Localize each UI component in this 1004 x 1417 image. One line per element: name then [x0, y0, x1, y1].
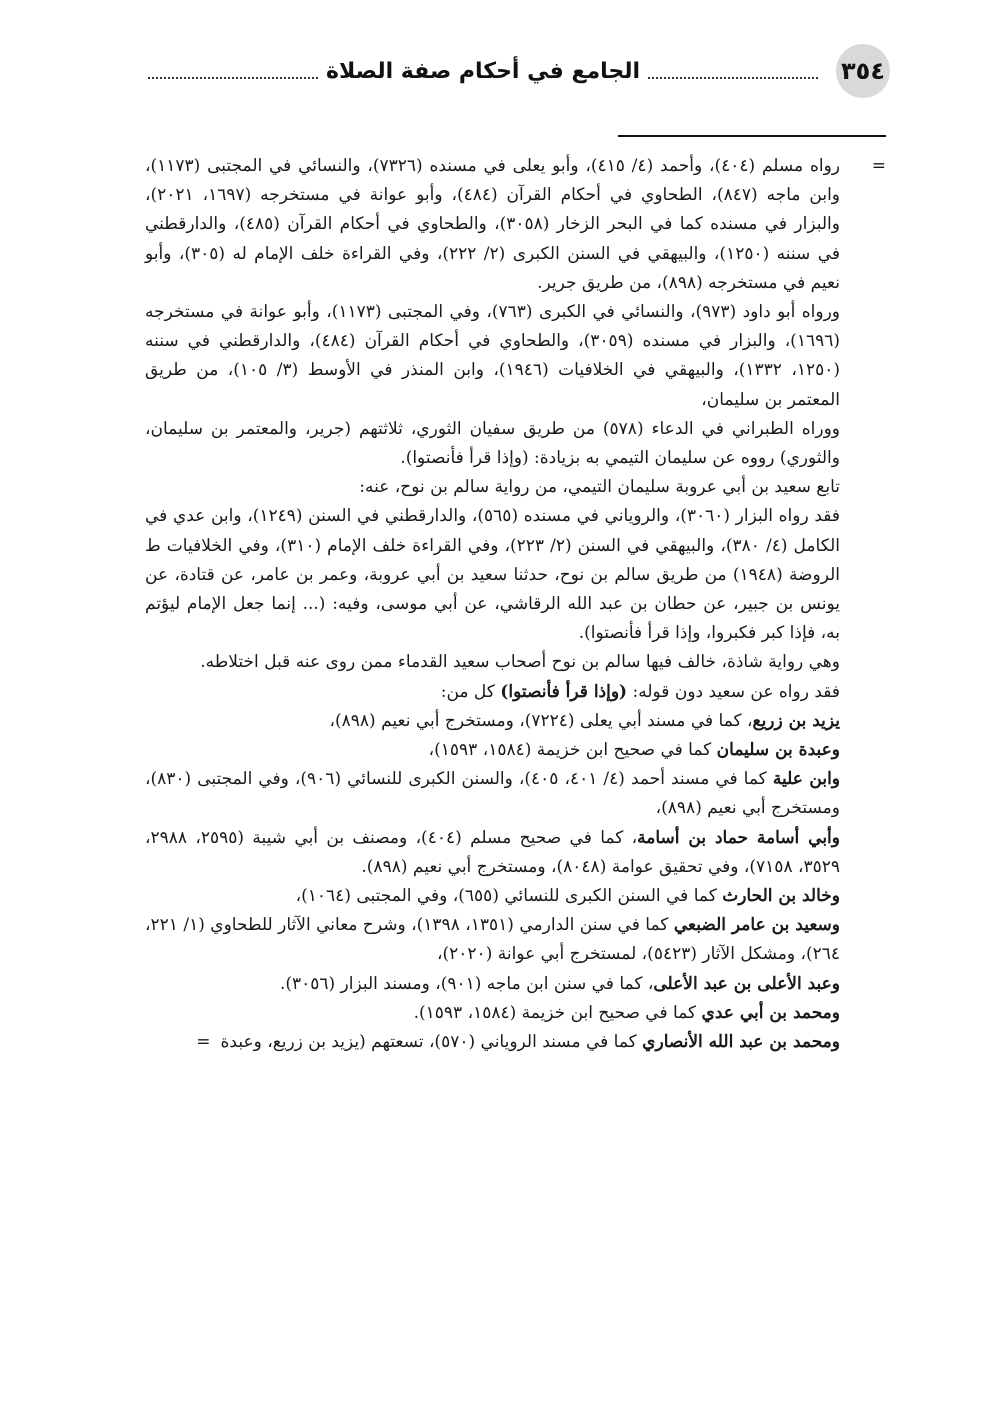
- narrator-line: [145, 911, 840, 969]
- narrator-sources: ، كما في سنن ابن ماجه (٩٠١)، ومسند البزار (٣٠٥٦).: [279, 973, 654, 994]
- narrator-name: وعبد الأعلى بن عبد الأعلى: [653, 973, 840, 994]
- narrator-line: [145, 1028, 840, 1057]
- narrator-name: وخالد بن الحارث: [722, 886, 840, 907]
- narrator-sources: ، كما في صحيح مسلم (٤٠٤)، ومصنف بن أبي شيبة (٢٥٩٥، ٢٩٨٨، ٣٥٢٩، ٧١٥٨)، وفي تحقيق عوامة (٨٠٤٨)، ومستخرج أبي نعيم (٨٩٨).: [145, 827, 840, 877]
- intro-before: فقد رواه عن سعيد دون قوله:: [627, 681, 840, 702]
- intro-bold: (وإذا قرأ فأنصتوا): [500, 681, 628, 702]
- narrator-sources: كما في صحيح ابن خزيمة (١٥٨٤، ١٥٩٣)،: [428, 740, 717, 761]
- intro-after: كل من:: [440, 681, 501, 702]
- narrator-name: وابن علية: [772, 769, 841, 790]
- page-header: [140, 42, 890, 102]
- narrator-line: [145, 765, 840, 823]
- narrator-line: [145, 882, 840, 911]
- narrator-name: يزيد بن زريع: [752, 710, 840, 731]
- continuation-mark-start: =: [871, 156, 886, 176]
- footnote-paragraph: رواه مسلم (٤٠٤)، وأحمد (٤/ ٤١٥)، وأبو يعلى في مسنده (٧٣٢٦)، والنسائي في المجتبى (١١٧٣)، وابن ماجه (٨٤٧)، الطحاوي في أحكام القرآن (٤٨٤)، وأبو عوانة في مستخرجه (١٦٩٧، ٢٠٢١)، والبزار في مسنده كما في البحر الزخار (٣٠٥٨)، والطحاوي في أحكام القرآن (٤٨٥)، والدارقطني في سننه (١٢٥٠)، والبيهقي في السنن الكبرى (٢/ ٢٢٢)، وفي القراءة خلف الإمام له (٣٠٥)، وأبو نعيم في مستخرجه (٨٩٨)، من طريق جرير.: [145, 156, 841, 293]
- running-title: [140, 56, 826, 86]
- narrator-name: ومحمد بن أبي عدي: [701, 1002, 840, 1023]
- narrator-sources: كما في صحيح ابن خزيمة (١٥٨٤، ١٥٩٣).: [413, 1002, 702, 1023]
- narrator-sources: كما في السنن الكبرى للنسائي (٦٥٥)، وفي المجتبى (١٠٦٤)،: [295, 886, 723, 907]
- footnote-paragraph: ورواه أبو داود (٩٧٣)، والنسائي في الكبرى (٧٦٣)، وفي المجتبى (١١٧٣)، وأبو عوانة في مستخرجه (١٦٩٦)، والبزار في مسنده (٣٠٥٩)، والطحاوي في أحكام القرآن (٤٨٤)، والدارقطني في سننه (١٢٥٠، ١٣٣٢)، والبيهقي في الخلافيات (١٩٤٦)، وابن المنذر في الأوسط (٣/ ١٠٥)، من طريق المعتمر بن سليمان،: [145, 302, 840, 410]
- footnote-paragraph: ووراه الطبراني في الدعاء (٥٧٨) من طريق سفيان الثوري، ثلاثتهم (جرير، والمعتمر بن سليمان، والثوري) رووه عن سليمان التيمي به بزيادة: (وإذا قرأ فأنصتوا).: [145, 418, 840, 469]
- narrator-sources: كما في سنن الدارمي (١٣٥١، ١٣٩٨)، وشرح معاني الآثار للطحاوي (١/ ٢٢١، ٢٦٤)، ومشكل الآثار (٥٤٢٣)، لمستخرج أبي عوانة (٢٠٢٠)،: [145, 915, 840, 965]
- footnote-paragraph: وهي رواية شاذة، خالف فيها سالم بن نوح أصحاب سعيد القدماء ممن روى عنه قبل اختلاطه.: [200, 652, 840, 673]
- narrator-line: [145, 970, 840, 999]
- page-number: ٣٥٤: [836, 44, 890, 98]
- narrator-line: [145, 999, 840, 1028]
- footnote-separator: [618, 135, 886, 137]
- narrator-sources: ، كما في مسند أبي يعلى (٧٢٢٤)، ومستخرج أبي نعيم (٨٩٨)،: [329, 710, 753, 731]
- narrator-line: [145, 824, 840, 882]
- narrator-line: [145, 736, 840, 765]
- footnote-paragraph: تابع سعيد بن أبي عروبة سليمان التيمي، من رواية سالم بن نوح، عنه:: [359, 477, 840, 498]
- narrator-sources: كما في مسند الروياني (٥٧٠)، تسعتهم (يزيد بن زريع، وعبدة: [220, 1032, 643, 1053]
- footnote-paragraph: فقد رواه البزار (٣٠٦٠)، والروياني في مسنده (٥٦٥)، والدارقطني في السنن (١٢٤٩)، وابن عدي في الكامل (٤/ ٣٨٠)، والبيهقي في السنن (٢/ ٢٢٣)، وفي القراءة خلف الإمام (٣١٠)، وفي الخلافيات ط الروضة (١٩٤٨) من طريق سالم بن نوح، حدثنا سعيد بن أبي عروبة، وعمر بن عامر، عن قتادة، عن يونس بن جبير، عن حطان بن عبد الله الرقاشي، عن أبي موسى، وفيه: (... إنما جعل الإمام ليؤتم به، فإذا كبر فكبروا، وإذا قرأ فأنصتوا).: [145, 506, 841, 644]
- footnote-body: [145, 152, 840, 1057]
- narrator-line: [145, 707, 840, 736]
- intro-line: [145, 678, 840, 707]
- narrator-name: وسعيد بن عامر الضبعي: [673, 915, 841, 936]
- narrator-sources: كما في مسند أحمد (٤/ ٤٠١، ٤٠٥)، والسنن الكبرى للنسائي (٩٠٦)، وفي المجتبى (٨٣٠)، ومستخرج أبي نعيم (٨٩٨)،: [145, 769, 840, 819]
- book-title: الجامع في أحكام صفة الصلاة: [325, 58, 641, 84]
- narrator-name: وعبدة بن سليمان: [716, 740, 840, 761]
- narrator-name: وأبي أسامة حماد بن أسامة: [637, 827, 840, 848]
- continuation-mark-end: =: [196, 1032, 211, 1053]
- leader-dots-left: [148, 63, 318, 79]
- narrator-name: ومحمد بن عبد الله الأنصاري: [642, 1032, 840, 1053]
- leader-dots-right: [648, 63, 818, 79]
